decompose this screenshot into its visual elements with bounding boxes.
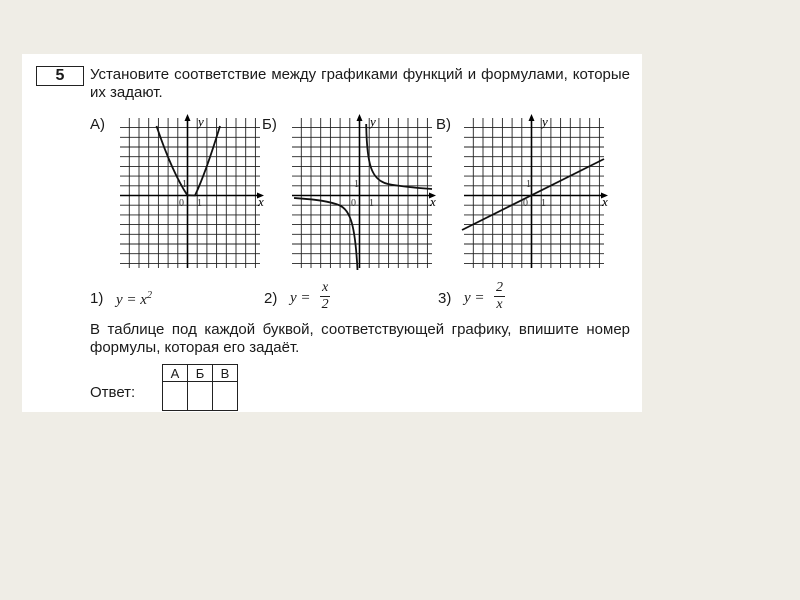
- answer-input-row: [163, 382, 238, 411]
- y-axis-arrow-icon: [185, 114, 191, 121]
- answer-label: Ответ:: [90, 384, 136, 401]
- formula-1-exponent: 2: [146, 290, 152, 301]
- graph-a: [116, 114, 262, 272]
- answer-header-b: Б: [188, 365, 213, 382]
- graph-b-y-label: y: [370, 114, 376, 129]
- formula-3-fraction: [494, 280, 505, 313]
- answer-header-a: А: [163, 365, 188, 382]
- graph-b-x-one-label: 1: [369, 198, 374, 209]
- task-number-box: [36, 66, 84, 86]
- task-number: 5: [55, 67, 65, 84]
- y-axis-arrow-icon: [529, 114, 535, 121]
- graph-c-y-one-label: 1: [526, 179, 531, 190]
- graph-c: [460, 114, 606, 272]
- graph-a-y-one-label: 1: [182, 179, 187, 190]
- formula-2-number: 2): [264, 290, 278, 307]
- formula-1-lhs: y = x: [116, 292, 147, 308]
- graph-b-label: Б): [262, 116, 277, 133]
- graph-b-y-one-label: 1: [354, 179, 359, 190]
- graph-c-svg: [460, 114, 606, 272]
- answer-cell-a[interactable]: [163, 382, 188, 411]
- formula-list: [90, 282, 630, 322]
- graph-a-y-label: y: [198, 114, 204, 129]
- graph-c-origin-label: 0: [523, 198, 528, 209]
- graph-b-svg: [288, 114, 434, 272]
- formula-1-number: 1): [90, 290, 104, 307]
- instruction-text: В таблице под каждой буквой, соответствующей графику, впишите номер формулы, которая его задаёт.: [90, 321, 630, 356]
- formula-2-fraction: [320, 280, 330, 313]
- graph-b: [288, 114, 434, 272]
- graph-a-grid: [120, 114, 264, 268]
- formula-2-lhs: y =: [290, 290, 311, 306]
- graph-b-grid: [292, 114, 436, 268]
- task-sheet: [22, 54, 642, 412]
- graph-a-x-label: x: [258, 194, 264, 209]
- graph-c-x-one-label: 1: [541, 198, 546, 209]
- formula-3-denominator: x: [496, 297, 503, 312]
- graph-a-x-one-label: 1: [197, 198, 202, 209]
- graph-c-x-label: x: [602, 194, 608, 209]
- y-axis-arrow-icon: [357, 114, 363, 121]
- graph-a-label: А): [90, 116, 105, 133]
- task-statement: Установите соответствие между графиками функций и формулами, которые их задают.: [90, 66, 630, 101]
- answer-header-row: [163, 365, 238, 382]
- graph-b-x-label: x: [430, 194, 436, 209]
- answer-cell-c[interactable]: [213, 382, 238, 411]
- graph-c-label: В): [436, 116, 451, 133]
- answer-cell-b[interactable]: [188, 382, 213, 411]
- formula-1-expression: [116, 290, 152, 309]
- formula-2-numerator: x: [322, 280, 329, 295]
- formula-3-number: 3): [438, 290, 452, 307]
- graph-c-y-label: y: [542, 114, 548, 129]
- formula-3-numerator: 2: [496, 280, 503, 295]
- answer-table: [162, 364, 238, 411]
- formula-3-lhs: y =: [464, 290, 485, 306]
- graph-c-grid: [464, 114, 608, 268]
- graph-a-origin-label: 0: [179, 198, 184, 209]
- answer-header-c: В: [213, 365, 238, 382]
- graph-b-origin-label: 0: [351, 198, 356, 209]
- graph-a-svg: [116, 114, 262, 272]
- formula-2-denominator: 2: [321, 297, 329, 312]
